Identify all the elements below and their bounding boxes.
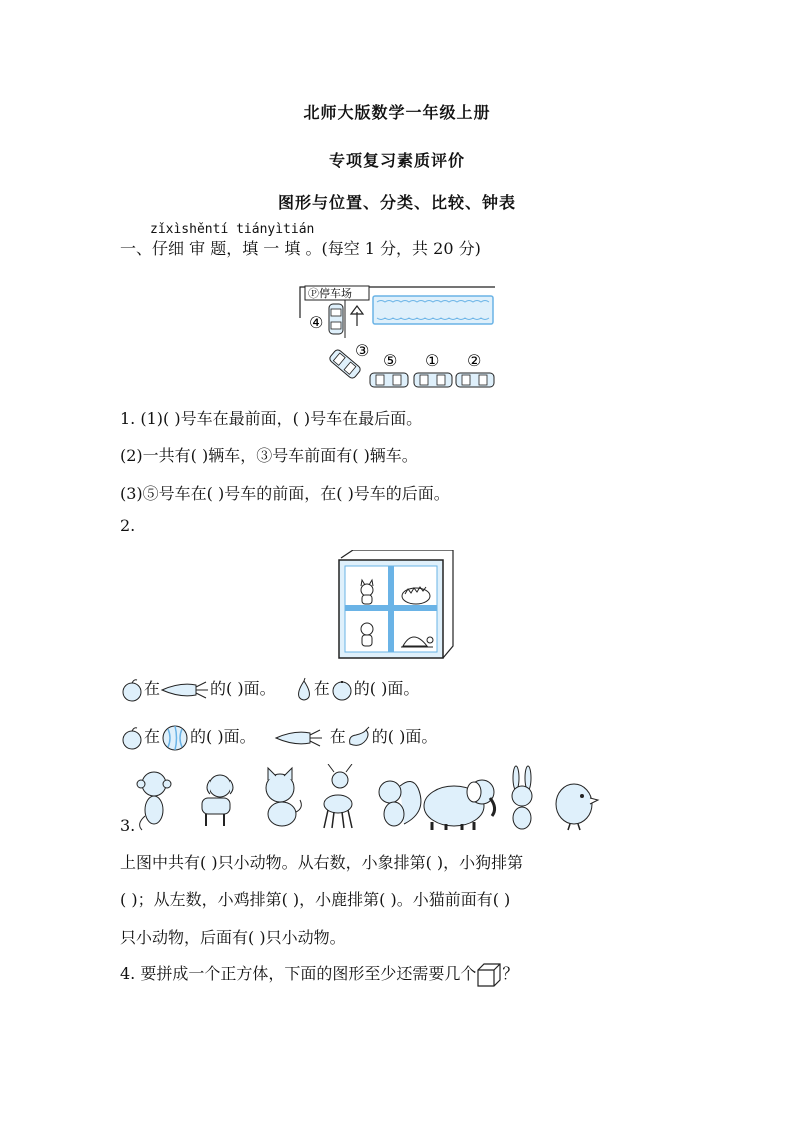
cat-icon (266, 768, 301, 826)
animals-row (132, 764, 602, 834)
q4-line (120, 960, 518, 988)
section-heading (120, 236, 481, 259)
eggplant-icon (346, 726, 372, 750)
doc-topic: 图形与位置、分类、比较、钟表 (277, 193, 516, 212)
doc-title: 北师大版数学一年级上册 (303, 103, 491, 122)
score-note: (每空 1 分，共 20 分) (321, 239, 481, 258)
deer-icon (324, 764, 352, 828)
q2-row1-b-rest: 的( )面。 (353, 679, 420, 698)
q2-row1-a-rest: 的( )面。 (210, 679, 276, 698)
pinyin-annotation: zǐxìshěntí tiányìtián (150, 222, 315, 237)
car-label-3: ③ (355, 341, 370, 360)
pear-icon (294, 677, 314, 703)
q2-row2 (120, 722, 437, 752)
chick-icon (556, 784, 598, 830)
q3-number: 3. (120, 816, 136, 835)
section-heading-text: 仔细 审 题，填 一 填 。 (152, 239, 322, 258)
q2-row1 (120, 674, 419, 704)
q4-end: ？ (502, 964, 519, 983)
q2-row2-b-rest: 的( )面。 (371, 727, 438, 746)
apple-icon (120, 726, 144, 750)
q1-part3: (3)⑤号车在( )号车的前面，在( )号车的后面。 (120, 484, 450, 503)
apple-icon (120, 678, 144, 702)
q1-part1: 1. (1)( )号车在最前面，( )号车在最后面。 (120, 409, 423, 428)
elephant-icon (424, 780, 495, 830)
q3-line2: ( )；从左数，小鸡排第( )，小鹿排第( )。小猫前面有( ) (120, 890, 511, 909)
car-label-2: ② (467, 351, 482, 370)
car-label-5: ⑤ (383, 351, 398, 370)
q3-line3: 只小动物，后面有( )只小动物。 (120, 928, 346, 947)
parking-sign: Ⓟ停车场 (308, 287, 352, 300)
squirrel-icon (379, 781, 421, 826)
car-label-4: ④ (309, 313, 324, 332)
carrot-icon (274, 727, 324, 749)
q2-row1-a-word: 在 (144, 679, 161, 698)
monkey-icon (137, 772, 171, 830)
doc-subtitle: 专项复习素质评价 (328, 151, 465, 170)
q2-row2-a-rest: 的( )面。 (190, 727, 256, 746)
watermelon-icon (160, 724, 190, 752)
q3-line1: 上图中共有( )只小动物。从右数，小象排第( )，小狗排第 (120, 853, 524, 872)
shelf-figure (333, 550, 457, 662)
q2-row2-a-word: 在 (144, 727, 161, 746)
q1-part2: (2)一共有( )辆车，③号车前面有( )辆车。 (120, 446, 418, 465)
q2-row2-b-word: 在 (329, 727, 346, 746)
parking-lot-figure (295, 282, 500, 394)
rabbit-icon (512, 766, 532, 829)
q2-row1-b-word: 在 (313, 679, 330, 698)
q2-number: 2. (120, 516, 136, 535)
carrot-icon (160, 679, 210, 701)
q4-text: 4. 要拼成一个正方体，下面的图形至少还需要几个 (120, 964, 477, 983)
orange-icon (330, 678, 354, 702)
dog-icon (202, 775, 233, 826)
cube-icon (476, 962, 502, 988)
section-heading-prefix: 一、 (120, 239, 153, 258)
car-label-1: ① (425, 351, 440, 370)
